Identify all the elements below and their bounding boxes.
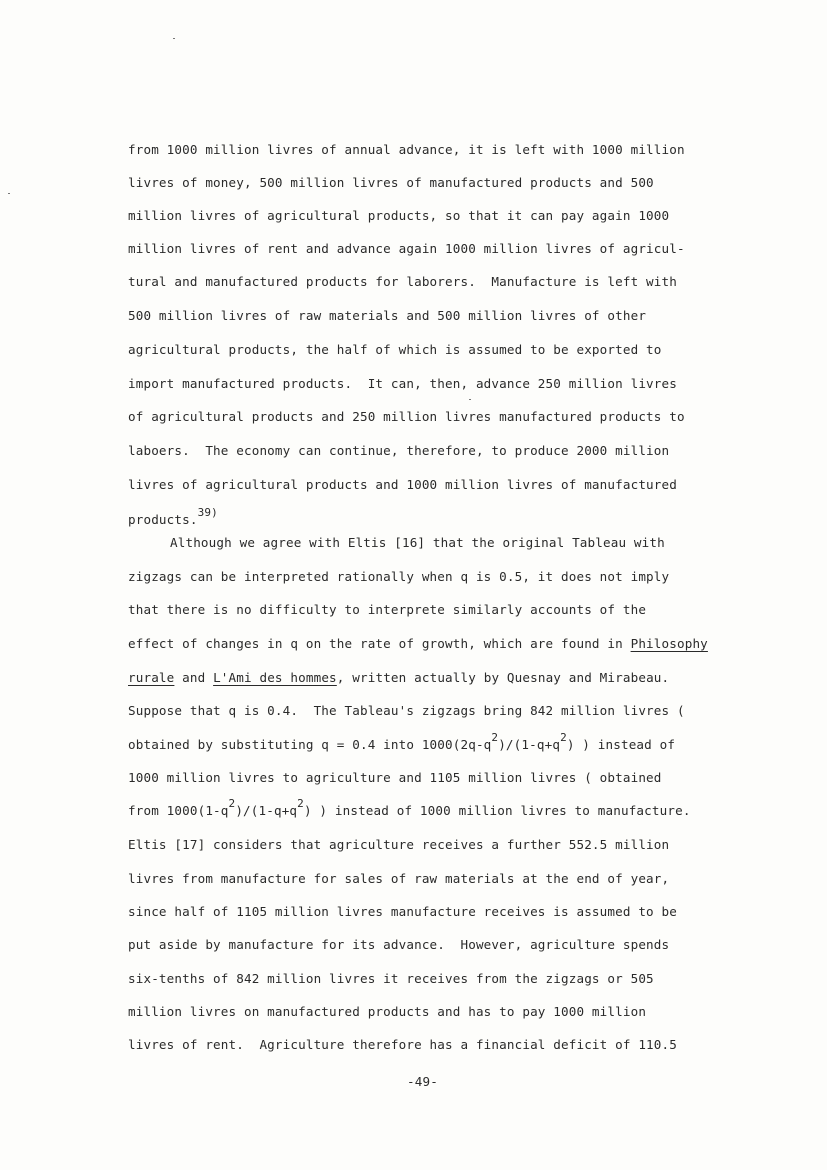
text-run: effect of changes in q on the rate of growth, which are found in	[128, 636, 631, 651]
text-run: products.	[128, 512, 198, 527]
text-line: 500 million livres of raw materials and 500 million livres of other	[128, 308, 647, 323]
text-line: livres of money, 500 million livres of manufactured products and 500	[128, 175, 654, 190]
text-line: from 1000 million livres of annual advance, it is left with 1000 million	[128, 142, 685, 157]
text-run: )/(1-q+q	[235, 803, 298, 818]
text-line	[128, 506, 218, 529]
text-run: obtained by substituting q = 0.4 into 1000(2q-q	[128, 737, 492, 752]
scan-speck	[8, 193, 10, 194]
text-run: ) ) instead of	[566, 737, 676, 752]
text-line: million livres of rent and advance again 1000 million livres of agricul-	[128, 241, 685, 256]
book-title: rurale	[128, 670, 175, 685]
text-line: agricultural products, the half of which is assumed to be exported to	[128, 342, 662, 357]
exponent: 2	[560, 731, 567, 744]
exponent: 2	[228, 797, 236, 810]
text-line: tural and manufactured products for laborers. Manufacture is left with	[128, 274, 677, 289]
text-line: Eltis [17] considers that agriculture receives a further 552.5 million	[128, 837, 670, 852]
text-line	[128, 731, 676, 754]
exponent: 2	[297, 797, 304, 810]
text-line: million livres of agricultural products, so that it can pay again 1000	[128, 208, 670, 223]
text-line: million livres on manufactured products and has to pay 1000 million	[128, 1004, 647, 1019]
text-line: Suppose that q is 0.4. The Tableau's zigzags bring 842 million livres (	[128, 703, 685, 718]
text-line: six-tenths of 842 million livres it receives from the zigzags or 505	[128, 971, 654, 986]
text-line: laboers. The economy can continue, therefore, to produce 2000 million	[128, 443, 670, 458]
text-run: ) ) instead of 1000 million livres to manufacture.	[303, 803, 691, 818]
text-line: of agricultural products and 250 million livres manufactured products to	[128, 409, 685, 424]
book-title: L'Ami des hommes	[213, 670, 337, 685]
text-line: Although we agree with Eltis [16] that the original Tableau with	[170, 535, 665, 550]
scan-speck	[173, 38, 175, 39]
text-line: livres from manufacture for sales of raw materials at the end of year,	[128, 871, 670, 886]
text-line: zigzags can be interpreted rationally when q is 0.5, it does not imply	[128, 569, 670, 584]
text-line	[128, 636, 708, 652]
text-line: since half of 1105 million livres manufacture receives is assumed to be	[128, 904, 677, 919]
text-line: livres of rent. Agriculture therefore has a financial deficit of 110.5	[128, 1037, 677, 1052]
text-run: )/(1-q+q	[498, 737, 561, 752]
page-number: -49-	[407, 1074, 438, 1089]
scan-speck	[469, 399, 471, 400]
text-line: that there is no difficulty to interprete similarly accounts of the	[128, 602, 647, 617]
text-line: put aside by manufacture for its advance. However, agriculture spends	[128, 937, 670, 952]
text-line	[128, 670, 669, 686]
text-run: and	[174, 670, 214, 685]
text-run: from 1000(1-q	[128, 803, 229, 818]
text-run: , written actually by Quesnay and Mirabeau.	[336, 670, 670, 685]
text-line	[128, 797, 691, 820]
footnote-marker: 39)	[197, 506, 218, 519]
exponent: 2	[491, 731, 499, 744]
book-title: Philosophy	[630, 636, 708, 651]
text-line: import manufactured products. It can, then, advance 250 million livres	[128, 376, 677, 391]
text-line: livres of agricultural products and 1000 million livres of manufactured	[128, 477, 677, 492]
text-line: 1000 million livres to agriculture and 1105 million livres ( obtained	[128, 770, 662, 785]
